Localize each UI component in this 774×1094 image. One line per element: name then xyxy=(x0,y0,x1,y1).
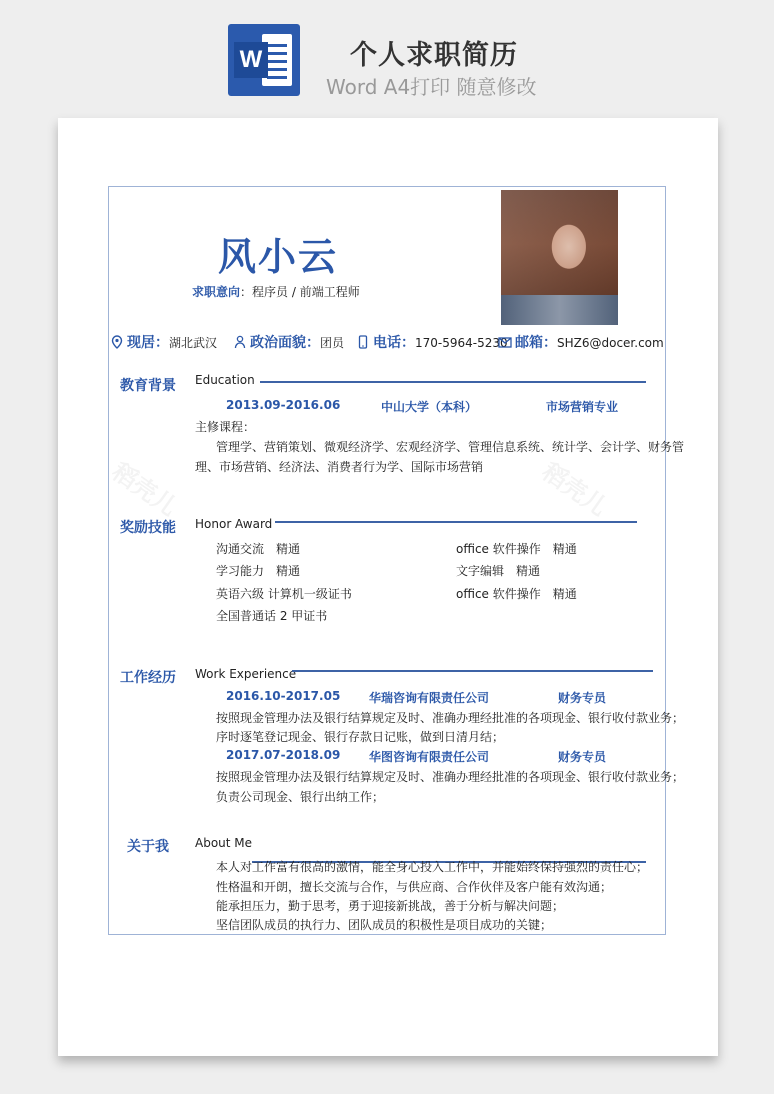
email-value: SHZ6@docer.com xyxy=(557,336,664,350)
watermark: 稻壳儿 xyxy=(107,457,183,522)
courses-label: 主修课程： xyxy=(195,420,256,434)
education-title: 教育背景 xyxy=(120,378,176,394)
job-company: 华瑞咨询有限责任公司 xyxy=(369,691,490,705)
phone-icon xyxy=(356,335,370,349)
objective-label: 求职意向 xyxy=(192,285,241,299)
skills-title: 奖励技能 xyxy=(120,520,176,536)
job-duty: 按照现金管理办法及银行结算规定及时、准确办理经批准的各项现金、银行收付款业务； xyxy=(216,770,685,784)
word-doc-icon xyxy=(228,24,300,96)
education-period: 2013.09-2016.06 xyxy=(226,398,341,412)
job-period: 2016.10-2017.05 xyxy=(226,689,341,703)
job-duty: 负责公司现金、银行出纳工作； xyxy=(216,790,385,804)
watermark: 稻壳儿 xyxy=(537,457,613,522)
job-period: 2017.07-2018.09 xyxy=(226,748,341,762)
skill-item: office 软件操作 精通 xyxy=(456,542,577,556)
job-duty: 序时逐笔登记现金、银行存款日记账，做到日清月结； xyxy=(216,730,505,744)
about-en: About Me xyxy=(195,836,253,850)
education-school: 中山大学（本科） xyxy=(381,400,478,414)
education-en: Education xyxy=(195,373,255,387)
about-line: 本人对工作富有很高的激情，能全身心投入工作中，并能始终保持强烈的责任心； xyxy=(216,860,649,874)
work-title: 工作经历 xyxy=(120,670,176,686)
contact-location xyxy=(110,332,217,352)
education-divider xyxy=(260,381,646,383)
skills-divider xyxy=(275,521,637,523)
education-major: 市场营销专业 xyxy=(546,400,619,414)
candidate-name: 风小云 xyxy=(218,235,339,279)
word-letter: W xyxy=(234,42,268,78)
skill-item: 学习能力 精通 xyxy=(216,564,301,578)
phone-value: 170-5964-5230 xyxy=(415,336,508,350)
profile-photo xyxy=(501,190,618,325)
job-company: 华图咨询有限责任公司 xyxy=(369,750,490,764)
work-en: Work Experience xyxy=(195,667,297,681)
banner-title: 个人求职简历 xyxy=(350,40,518,71)
person-icon xyxy=(233,335,247,349)
about-title: 关于我 xyxy=(127,839,169,855)
mail-icon xyxy=(498,335,512,349)
phone-label: 电话： xyxy=(373,335,415,351)
politics-label: 政治面貌： xyxy=(250,335,320,351)
location-value: 湖北武汉 xyxy=(169,336,218,350)
skill-item: office 软件操作 精通 xyxy=(456,587,577,601)
contact-phone xyxy=(356,332,508,352)
job-objective xyxy=(192,283,360,300)
objective-value: ：程序员 / 前端工程师 xyxy=(240,285,360,299)
work-divider xyxy=(292,670,653,672)
banner-subtitle: Word A4打印 随意修改 xyxy=(326,75,537,99)
skill-item: 文字编辑 精通 xyxy=(456,564,541,578)
courses-line: 理、市场营销、经济法、消费者行为学、国际市场营销 xyxy=(195,460,484,474)
about-line: 性格温和开朗，擅长交流与合作，与供应商、合作伙伴及客户能有效沟通； xyxy=(216,880,613,894)
skill-item: 全国普通话 2 甲证书 xyxy=(216,609,328,623)
skill-item: 英语六级 计算机一级证书 xyxy=(216,587,352,601)
contact-politics xyxy=(233,332,344,352)
job-role: 财务专员 xyxy=(558,750,607,764)
about-line: 能承担压力，勤于思考，勇于迎接新挑战，善于分析与解决问题； xyxy=(216,899,565,913)
contact-email xyxy=(498,332,664,352)
job-role: 财务专员 xyxy=(558,691,607,705)
politics-value: 团员 xyxy=(320,336,345,350)
skill-item: 沟通交流 精通 xyxy=(216,542,301,556)
location-pin-icon xyxy=(110,335,124,349)
skills-en: Honor Award xyxy=(195,517,273,531)
email-label: 邮箱： xyxy=(515,335,557,351)
courses-line: 管理学、营销策划、微观经济学、宏观经济学、管理信息系统、统计学、会计学、财务管 xyxy=(216,440,685,454)
location-label: 现居： xyxy=(127,335,169,351)
about-line: 坚信团队成员的执行力、团队成员的积极性是项目成功的关键； xyxy=(216,918,553,932)
job-duty: 按照现金管理办法及银行结算规定及时、准确办理经批准的各项现金、银行收付款业务； xyxy=(216,711,685,725)
